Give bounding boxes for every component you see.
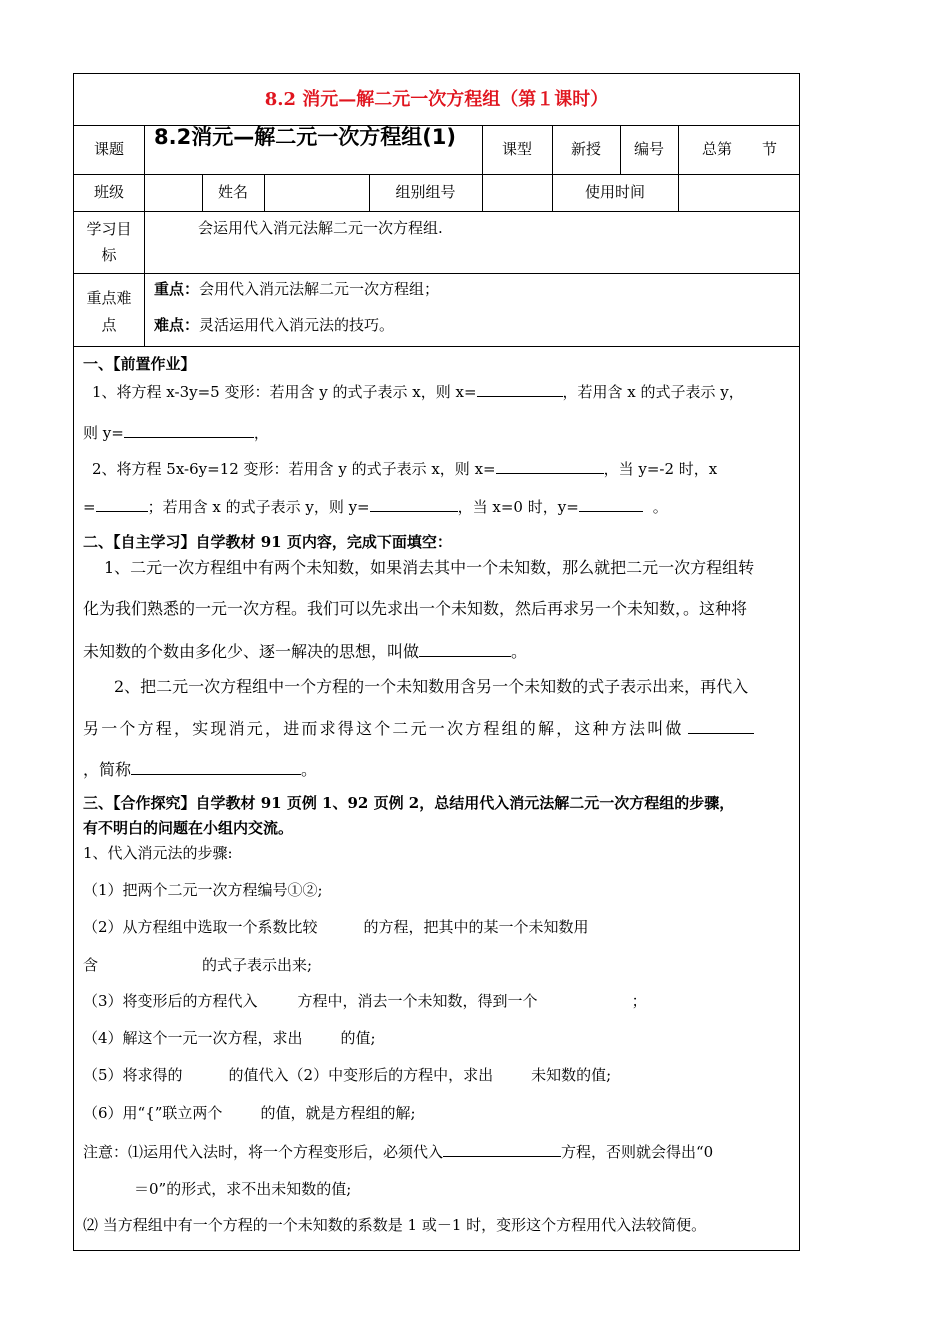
step-1: （1）把两个二元一次方程编号①②; — [83, 881, 323, 899]
step-4: （4）解这个一元一次方程，求出 的值; — [83, 1029, 376, 1047]
blank-field — [96, 496, 148, 512]
step-5: （5）将求得的 的值代入（2）中变形后的方程中，求出 未知数的值; — [83, 1066, 612, 1084]
blank-field — [131, 758, 301, 775]
prework-q2-line2: = ；若用含 x 的式子表示 y，则 y= ，当 x=0 时，y= 。 — [83, 498, 668, 516]
blank-field — [477, 381, 563, 397]
blank-field — [443, 1141, 561, 1157]
prework-q1-line2: 则 y= ， — [83, 424, 269, 442]
goals-text: 会运用代入消元法解二元一次方程组. — [198, 219, 443, 237]
step-2-line1: （2）从方程组中选取一个系数比较 的方程，把其中的某一个未知数用 — [83, 918, 589, 936]
difficulty-text: 灵活运用代入消元法的技巧。 — [199, 316, 395, 334]
difficulty-label: 难点： — [154, 316, 200, 334]
total-label: 总第 节 — [701, 140, 777, 158]
name-label: 姓名 — [217, 183, 248, 201]
blank-field — [419, 640, 511, 657]
time-label: 使用时间 — [584, 183, 645, 201]
row-divider — [74, 174, 799, 175]
blank-field — [370, 496, 458, 512]
group-label: 组别组号 — [395, 183, 456, 201]
blank-field — [579, 496, 643, 512]
step-3: （3）将变形后的方程代入 方程中，消去一个未知数，得到一个 ； — [83, 992, 647, 1010]
key-point-text: 会用代入消元法解二元一次方程组； — [199, 280, 440, 298]
topic-value: 8.2消元—解二元一次方程组(1) — [154, 125, 457, 149]
self-study-p1-line1: 1、二元一次方程组中有两个未知数，如果消去其中一个未知数，那么就把二元一次方程组转 — [104, 558, 755, 577]
col-divider — [264, 174, 265, 211]
section1-heading: 一、【前置作业】 — [83, 355, 196, 373]
section3-heading: 三、【合作探究】自学教材 91 页例 1、92 页例 2，总结用代入消元法解二元一次方程组的步骤， — [83, 794, 735, 812]
goals-label: 学习目 — [86, 220, 132, 238]
self-study-p1-line3: 未知数的个数由多化少、逐一解决的思想，叫做 。 — [83, 642, 528, 661]
self-study-p2-line1: 2、把二元一次方程组中一个方程的一个未知数用含另一个未知数的式子表示出来，再代入 — [114, 677, 749, 696]
note-1-line1: 注意：⑴运用代入法时，将一个方程变形后，必须代入 方程，否则就会得出“0 — [83, 1143, 714, 1161]
row-divider — [74, 273, 799, 274]
blank-field — [124, 422, 254, 438]
col-divider — [144, 125, 145, 346]
row-divider — [74, 346, 799, 347]
col-divider — [678, 125, 679, 211]
type-label: 课型 — [501, 140, 532, 158]
keypoints-label: 重点难 — [86, 289, 132, 307]
goals-label-2: 标 — [101, 246, 117, 264]
blank-field — [688, 717, 754, 734]
steps-title: 1、代入消元法的步骤: — [83, 844, 233, 862]
keypoints-label-2: 点 — [101, 316, 117, 334]
prework-q1-line1: 1、将方程 x-3y=5 变形：若用含 y 的式子表示 x，则 x= ，若用含 x 的式子表示 y， — [92, 383, 744, 401]
worksheet-table — [73, 73, 800, 1251]
prework-q2-line1: 2、将方程 5x-6y=12 变形：若用含 y 的式子表示 x，则 x= ，当 y=-2 时，x — [92, 460, 718, 478]
page-title: 8.2 消元—解二元一次方程组（第１课时） — [264, 89, 609, 110]
self-study-p2-line3: ，简称 。 — [83, 760, 318, 779]
col-divider — [482, 125, 483, 211]
section3-heading-2: 有不明白的问题在小组内交流。 — [83, 819, 294, 837]
self-study-p2-line2: 另一个方程，实现消元，进而求得这个二元一次方程组的解，这种方法叫做 — [83, 717, 790, 738]
blank-field — [496, 458, 604, 474]
row-divider — [74, 211, 799, 212]
class-label: 班级 — [93, 183, 124, 201]
note-1-line2: ＝0”的形式，求不出未知数的值; — [134, 1180, 352, 1198]
number-label: 编号 — [633, 140, 664, 158]
key-point-label: 重点： — [154, 280, 200, 298]
step-6: （6）用“{”联立两个 的值，就是方程组的解; — [83, 1104, 416, 1122]
section2-heading: 二、【自主学习】自学教材 91 页内容，完成下面填空： — [83, 533, 452, 551]
self-study-p1-line2: 化为我们熟悉的一元一次方程。我们可以先求出一个未知数，然后再求另一个未知数，。这种将 — [83, 599, 748, 618]
topic-label: 课题 — [93, 140, 124, 158]
step-2-line2: 含 的式子表示出来; — [83, 956, 313, 974]
type-value: 新授 — [570, 140, 601, 158]
note-2: ⑵ 当方程组中有一个方程的一个未知数的系数是 1 或－1 时，变形这个方程用代入法较简便。 — [83, 1216, 707, 1234]
